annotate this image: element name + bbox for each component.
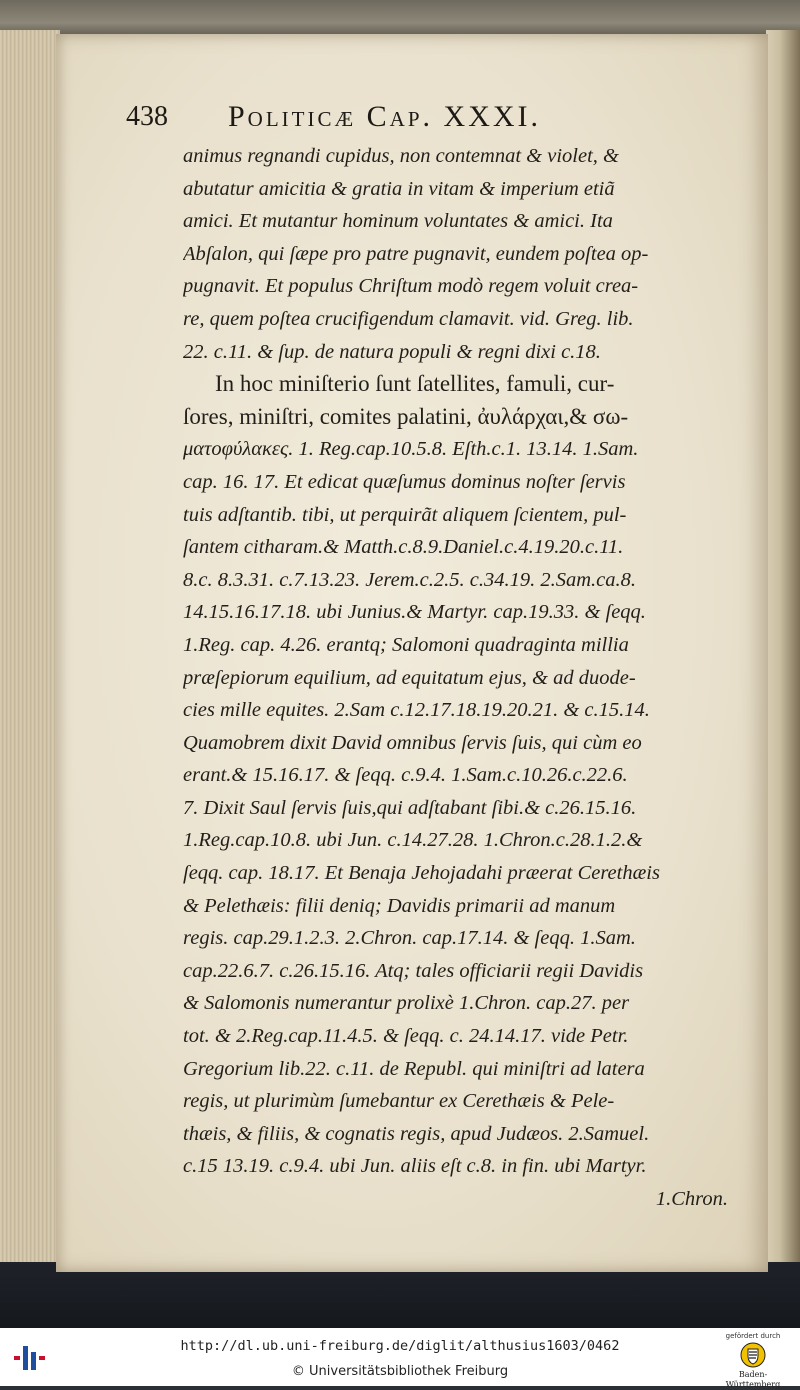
text-line: cies mille equites. 2.Sam c.12.17.18.19.20.21. & c.15.14. (183, 699, 650, 722)
text-line: & Pelethæis: filii deniq; Davidis primarii ad manum (183, 894, 616, 917)
text-line: Quamobrem dixit David omnibus ſervis ſuis, qui cùm eo (183, 731, 642, 754)
book-top-edge (0, 0, 800, 38)
text-line: 1.Chron. (655, 1188, 728, 1210)
text-line: amici. Et mutantur hominum voluntates & amici. Ita (183, 210, 613, 233)
text-line: ſantem citharam.& Matth.c.8.9.Daniel.c.4.19.20.c.11. (183, 536, 624, 559)
text-line: re, quem poſtea crucifigendum clamavit. vid. Greg. lib. (183, 307, 634, 330)
text-line: regis. cap.29.1.2.3. 2.Chron. cap.17.14. & ſeqq. 1.Sam. (183, 927, 636, 950)
text-line: cap. 16. 17. Et edicat quæſumus dominus noſter ſervis (183, 470, 626, 493)
text-line: 8.c. 8.3.31. c.7.13.23. Jerem.c.2.5. c.34.19. 2.Sam.ca.8. (183, 568, 636, 591)
text-line: abutatur amicitia & gratia in vitam & imperium etiã (183, 177, 615, 200)
text-line: 7. Dixit Saul ſervis ſuis,qui adſtabant ſibi.& c.26.15.16. (183, 796, 637, 819)
text-line: erant.& 15.16.17. & ſeqq. c.9.4. 1.Sam.c.10.26.c.22.6. (183, 764, 628, 787)
text-line: animus regnandi cupidus, non contemnat & violet, & (183, 145, 619, 167)
coat-of-arms-icon (740, 1342, 766, 1368)
sponsor-name: Baden-Württemberg (725, 1370, 781, 1389)
text-line: ſores, miniſtri, comites palatini, ἀυλάρχαι,& σω- (183, 403, 629, 429)
text-line: Gregorium lib.22. c.11. de Republ. qui miniſtri ad latera (183, 1057, 645, 1080)
viewer-footer (0, 1328, 800, 1389)
book-page-edges (0, 30, 60, 1270)
text-line: pugnavit. Et populus Chriſtum modò regem voluit crea- (183, 275, 639, 298)
text-line: c.15 13.19. c.9.4. ubi Jun. aliis eſt c.8. in fin. ubi Martyr. (183, 1155, 647, 1178)
text-line: tot. & 2.Reg.cap.11.4.5. & ſeqq. c. 24.14.17. vide Petr. (183, 1025, 629, 1048)
text-line: 1.Reg. cap. 4.26. erantq; Salomoni quadraginta millia (183, 633, 629, 656)
text-line: Abſalon, qui ſæpe pro patre pugnavit, eundem poſtea op- (183, 242, 649, 265)
text-line: regis, ut plurimùm ſumebantur ex Cerethæis & Pele- (183, 1090, 615, 1113)
text-line: præſepiorum equilium, ad equitatum ejus, & ad duode- (183, 666, 636, 689)
text-line: tuis adſtantib. tibi, ut perquirãt aliquem ſcientem, pul- (183, 503, 627, 526)
sponsor-badge (718, 1332, 788, 1389)
text-line: 14.15.16.17.18. ubi Junius.& Martyr. cap.19.33. & ſeqq. (183, 601, 646, 624)
page-number: 438 (126, 101, 168, 132)
running-head (126, 64, 706, 133)
text-line: cap.22.6.7. c.26.15.16. Atq; tales officiarii regii Davidis (183, 959, 644, 982)
copyright-notice: © Universitätsbibliothek Freiburg (291, 1364, 509, 1379)
text-line: In hoc miniſterio ſunt ſatellites, famuli, cur- (215, 371, 615, 397)
page-title: Politicæ Cap. XXXI. (228, 100, 542, 133)
text-line: 22. c.11. & ſup. de natura populi & regni dixi c.18. (183, 340, 601, 363)
book-right-edge (766, 30, 800, 1270)
sponsor-caption: gefördert durch (725, 1332, 781, 1340)
text-line: & Salomonis numerantur prolixè 1.Chron. cap.27. per (183, 992, 630, 1015)
permalink-url[interactable]: http://dl.ub.uni-freiburg.de/diglit/althusius1603/0462 (180, 1338, 620, 1354)
text-line: ματοφύλακες. 1. Reg.cap.10.5.8. Eſth.c.1. 13.14. 1.Sam. (183, 438, 639, 461)
text-line: 1.Reg.cap.10.8. ubi Jun. c.14.27.28. 1.Chron.c.28.1.2.& (183, 829, 643, 852)
text-line: thæis, & filiis, & cognatis regis, apud Judæos. 2.Samuel. (183, 1122, 650, 1145)
body-text (183, 140, 728, 1216)
text-line: ſeqq. cap. 18.17. Et Benaja Jehojadahi præerat Cerethæis (183, 862, 660, 885)
